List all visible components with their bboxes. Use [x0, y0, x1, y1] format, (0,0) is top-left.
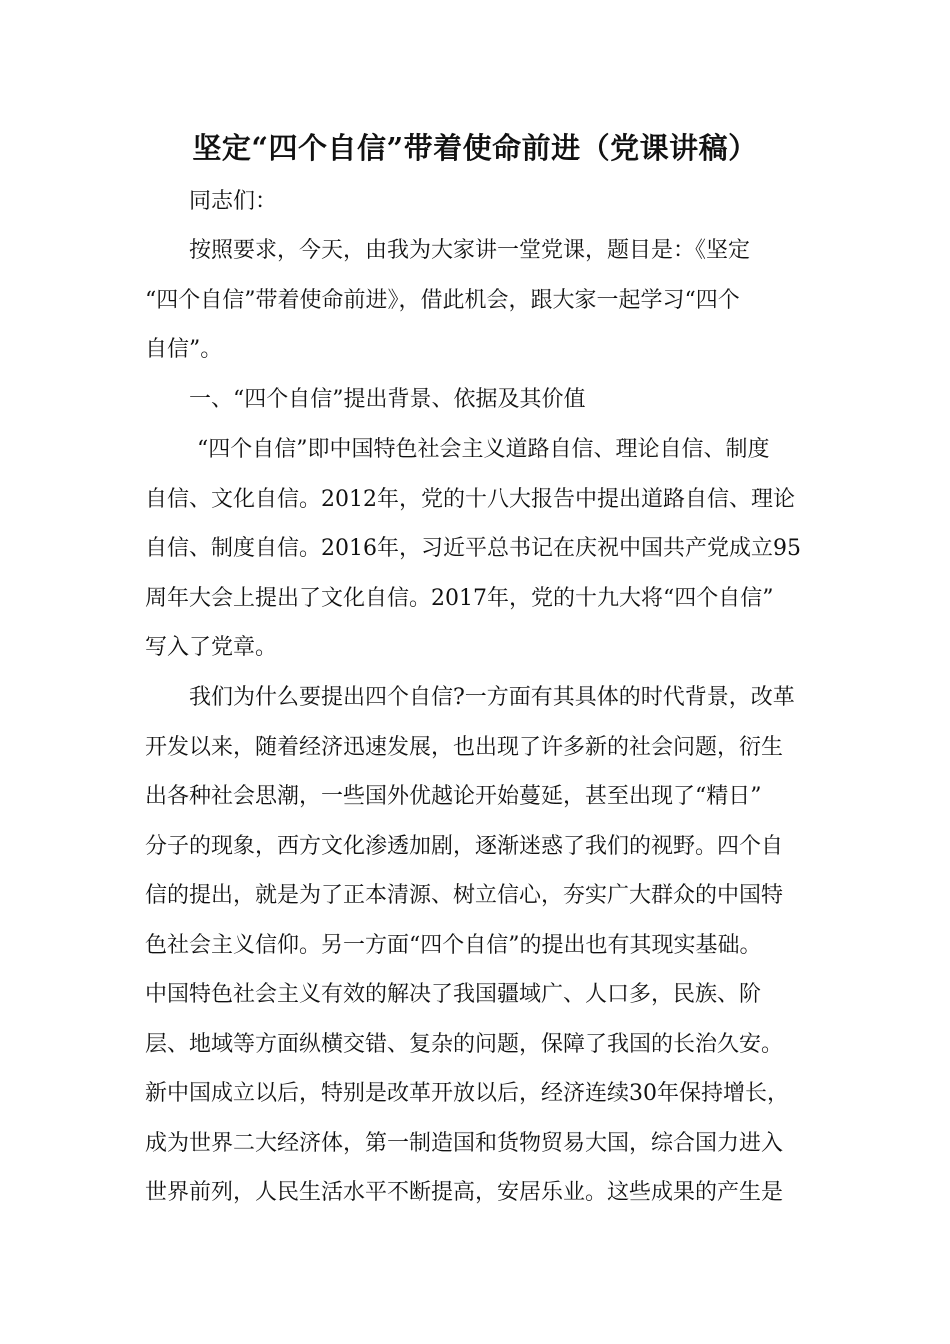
paragraph-reasons	[145, 673, 815, 1218]
document-title: 坚定“四个自信”带着使命前进（党课讲稿）	[192, 131, 758, 165]
text-line: 世界前列，人民生活水平不断提高，安居乐业。这些成果的产生是	[145, 1180, 784, 1205]
paragraph-greeting	[145, 177, 815, 227]
text-line: 同志们：	[189, 189, 278, 214]
text-line: 自信、制度自信。2016年，习近平总书记在庆祝中国共产党成立95	[145, 536, 801, 561]
paragraph-intro	[145, 226, 815, 375]
text-line: 信的提出，就是为了正本清源、树立信心，夯实广大群众的中国特	[145, 883, 784, 908]
text-line: 一、“四个自信”提出背景、依据及其价值	[189, 387, 586, 412]
section-heading	[145, 375, 815, 425]
text-line: “四个自信”即中国特色社会主义道路自信、理论自信、制度	[197, 437, 770, 462]
text-line: 写入了党章。	[145, 635, 278, 660]
text-line: 自信”。	[145, 337, 223, 362]
text-line: 出各种社会思潮，一些国外优越论开始蔓延，甚至出现了“精日”	[145, 784, 762, 809]
text-line: 我们为什么要提出四个自信?一方面有其具体的时代背景，改革	[189, 685, 795, 710]
text-line: 分子的现象，西方文化渗透加剧，逐渐迷惑了我们的视野。四个自	[145, 833, 784, 859]
text-line: 开发以来，随着经济迅速发展，也出现了许多新的社会问题，衍生	[145, 734, 784, 760]
text-line: 中国特色社会主义有效的解决了我国疆域广、人口多，民族、阶	[145, 982, 762, 1007]
text-line: 按照要求，今天，由我为大家讲一堂党课，题目是：《坚定	[189, 238, 751, 263]
text-line: 层、地域等方面纵横交错、复杂的问题，保障了我国的长治久安。	[145, 1031, 784, 1057]
text-line: 新中国成立以后，特别是改革开放以后，经济连续30年保持增长，	[145, 1081, 789, 1106]
text-line: “四个自信”带着使命前进》，借此机会，跟大家一起学习“四个	[145, 287, 740, 313]
text-line: 周年大会上提出了文化自信。2017年，党的十九大将“四个自信”	[145, 585, 774, 611]
text-line: 自信、文化自信。2012年，党的十八大报告中提出道路自信、理论	[145, 486, 795, 512]
paragraph-definition	[145, 425, 815, 673]
text-line: 成为世界二大经济体，第一制造国和货物贸易大国，综合国力进入	[145, 1130, 784, 1156]
text-line: 色社会主义信仰。另一方面“四个自信”的提出也有其现实基础。	[145, 932, 762, 958]
